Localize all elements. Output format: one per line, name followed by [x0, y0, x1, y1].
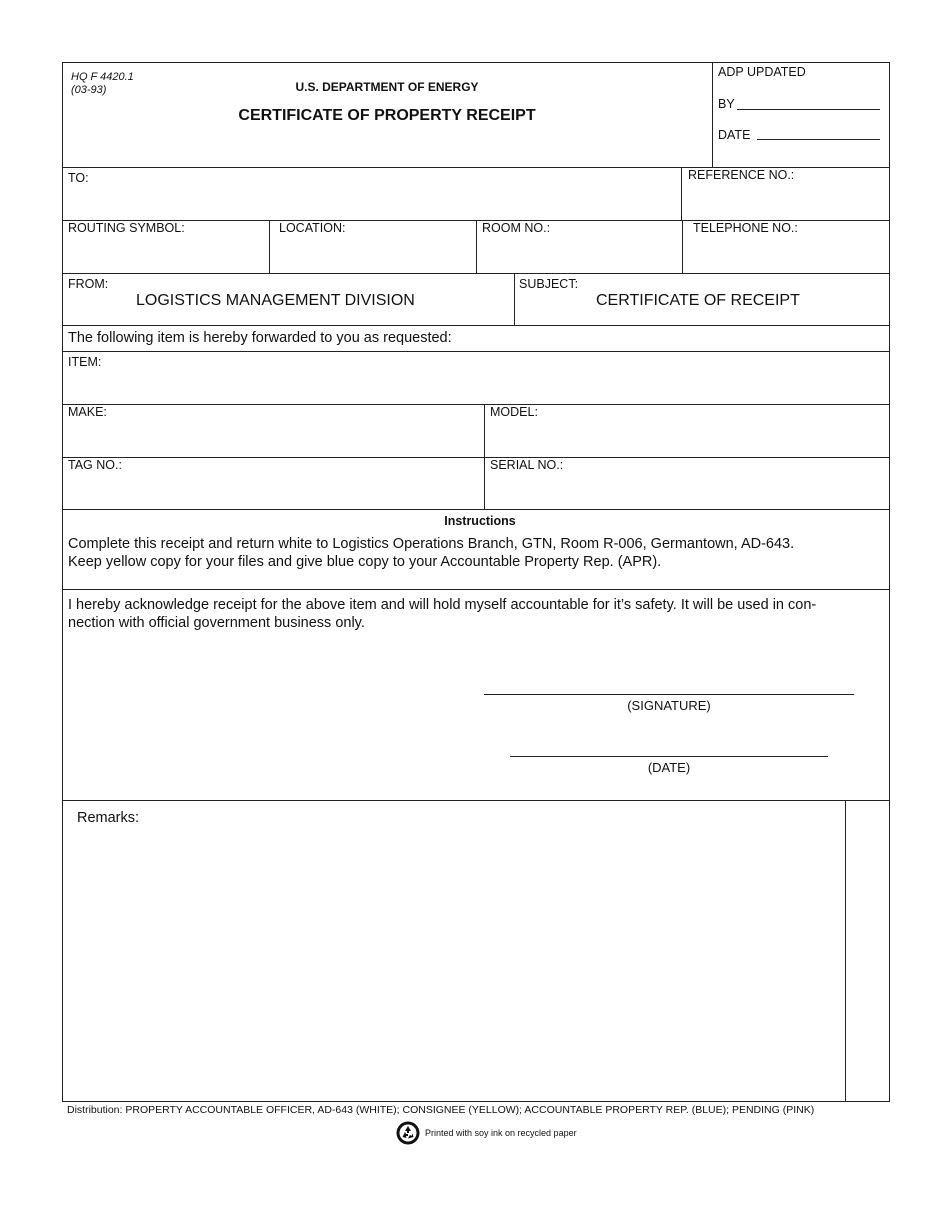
room-no-label: ROOM NO.:	[482, 221, 551, 235]
divider-item	[62, 404, 890, 405]
item-label: ITEM:	[68, 355, 102, 369]
adp-updated-label: ADP UPDATED	[718, 65, 806, 79]
instructions-heading: Instructions	[444, 514, 516, 528]
distribution-note: Distribution: PROPERTY ACCOUNTABLE OFFICER, AD-643 (WHITE); CONSIGNEE (YELLOW); ACCOUNTABLE PROPERTY REP. (BLUE); PENDING (PINK)	[67, 1104, 815, 1116]
from-label: FROM:	[68, 277, 109, 291]
reference-no-field[interactable]	[682, 168, 889, 219]
form-revision-date: (03-93)	[71, 84, 107, 96]
remarks-label: Remarks:	[77, 810, 140, 826]
date-line[interactable]	[510, 756, 828, 757]
divider-make-row	[62, 457, 890, 458]
department-name: U.S. DEPARTMENT OF ENERGY	[295, 80, 479, 94]
adp-by-label: BY	[718, 97, 735, 111]
model-label: MODEL:	[490, 405, 538, 419]
instructions-line-2: Keep yellow copy for your files and give blue copy to your Accountable Property Rep. (APR).	[68, 554, 662, 570]
divider-room	[682, 220, 683, 273]
subject-value: CERTIFICATE OF RECEIPT	[596, 292, 800, 309]
remarks-margin-line	[845, 800, 846, 1102]
tag-no-label: TAG NO.:	[68, 458, 122, 472]
divider-tag-row	[62, 509, 890, 510]
adp-date-field[interactable]	[757, 139, 880, 140]
divider-from-row	[62, 325, 890, 326]
subject-label: SUBJECT:	[519, 277, 579, 291]
adp-by-field[interactable]	[737, 109, 880, 110]
recycle-note: Printed with soy ink on recycled paper	[425, 1128, 577, 1138]
divider-forward	[62, 351, 890, 352]
make-label: MAKE:	[68, 405, 107, 419]
forward-text: The following item is hereby forwarded to you as requested:	[68, 330, 452, 346]
instructions-line-1: Complete this receipt and return white to Logistics Operations Branch, GTN, Room R-006, Germantown, AD-643.	[68, 536, 795, 552]
to-field[interactable]	[63, 168, 680, 219]
divider-routing	[269, 220, 270, 273]
signature-label: (SIGNATURE)	[627, 698, 711, 713]
form-number: HQ F 4420.1	[71, 71, 134, 83]
divider-from	[514, 273, 515, 325]
divider-routing-row	[62, 273, 890, 274]
divider-instructions	[62, 589, 890, 590]
remarks-field[interactable]	[63, 830, 843, 1100]
adp-divider	[712, 62, 713, 167]
recycle-icon	[396, 1121, 420, 1145]
to-label: TO:	[68, 171, 89, 185]
acknowledgement-line-2: nection with official government business only.	[68, 615, 365, 631]
acknowledgement-line-1: I hereby acknowledge receipt for the above item and will hold myself accountable for it’s safety. It will be used in con-	[68, 597, 817, 613]
adp-date-label: DATE	[718, 128, 751, 142]
reference-no-label: REFERENCE NO.:	[688, 168, 795, 182]
form-title: CERTIFICATE OF PROPERTY RECEIPT	[238, 107, 536, 124]
from-value: LOGISTICS MANAGEMENT DIVISION	[136, 292, 415, 309]
divider-location	[476, 220, 477, 273]
signature-line[interactable]	[484, 694, 854, 695]
date-label: (DATE)	[647, 760, 691, 775]
telephone-no-label: TELEPHONE NO.:	[693, 221, 798, 235]
routing-symbol-label: ROUTING SYMBOL:	[68, 221, 185, 235]
serial-no-label: SERIAL NO.:	[490, 458, 564, 472]
location-label: LOCATION:	[279, 221, 346, 235]
divider-acknowledgement	[62, 800, 890, 801]
